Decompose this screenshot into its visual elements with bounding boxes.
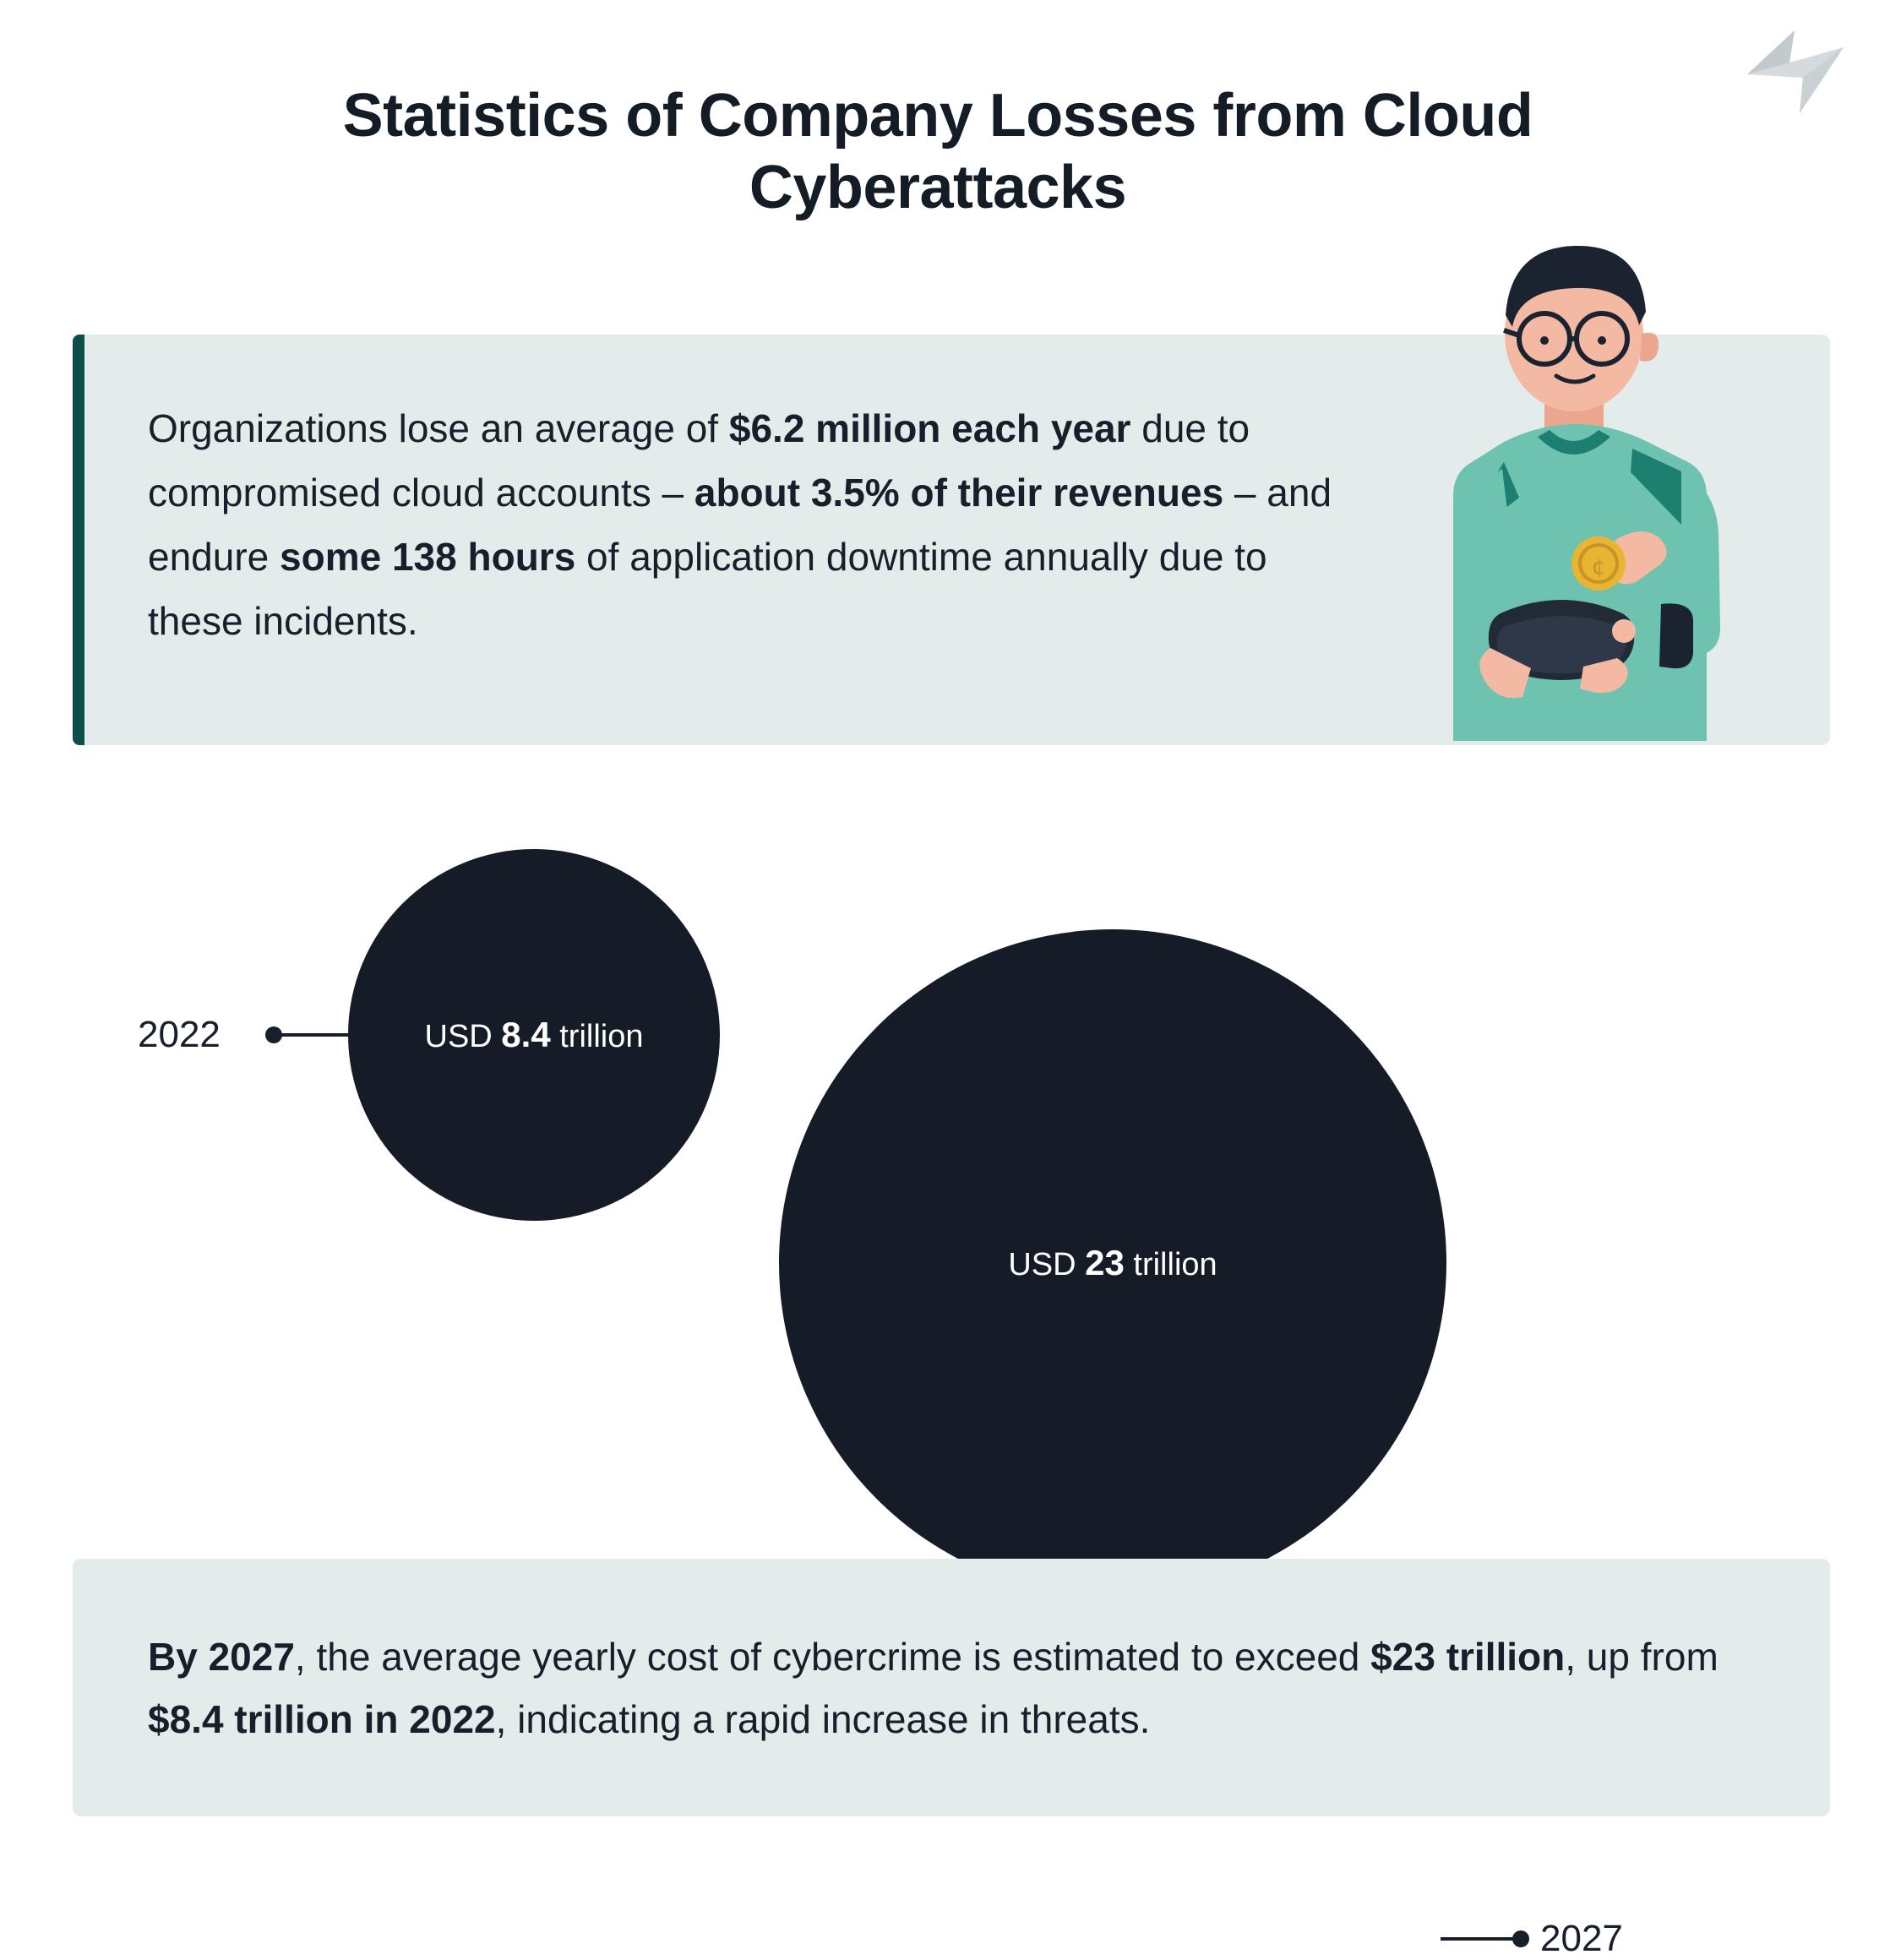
chart-bubble-2027 — [779, 929, 1446, 1597]
chart-connector-line-2022 — [270, 1033, 353, 1037]
chart-bubble-label-2027: USD 23 trillion — [1008, 1243, 1217, 1282]
chart-connector-dot-2027 — [1512, 1930, 1529, 1947]
page-title: Statistics of Company Losses from Cloud Cyberattacks — [342, 82, 1533, 221]
bottom-callout-text: By 2027, the average yearly cost of cybercrime is estimated to exceed $23 trillion, up from $8.4 trillion in 2022, indicating a rapid increase in threats. — [148, 1635, 1719, 1741]
chart-bubble-2022 — [348, 849, 720, 1221]
top-callout-accent-bar — [73, 335, 84, 745]
chart-bubble-label-2022: USD 8.4 trillion — [424, 1015, 644, 1054]
chart-year-label-2027: 2027 — [1540, 1918, 1623, 1959]
chart-year-label-2022: 2022 — [138, 1014, 221, 1055]
chart-connector-line-2027 — [1441, 1937, 1523, 1941]
bird-logo-icon — [1740, 25, 1850, 118]
brand-logo — [1740, 25, 1850, 118]
person-with-coin-illustration — [1403, 215, 1774, 748]
svg-text:¢: ¢ — [1591, 554, 1606, 580]
top-callout-text: Organizations lose an average of $6.2 million each year due to compromised cloud accounts – about 3.5% of their revenues – and endure some 138 hours of application downtime annually due to these incidents. — [148, 406, 1332, 643]
